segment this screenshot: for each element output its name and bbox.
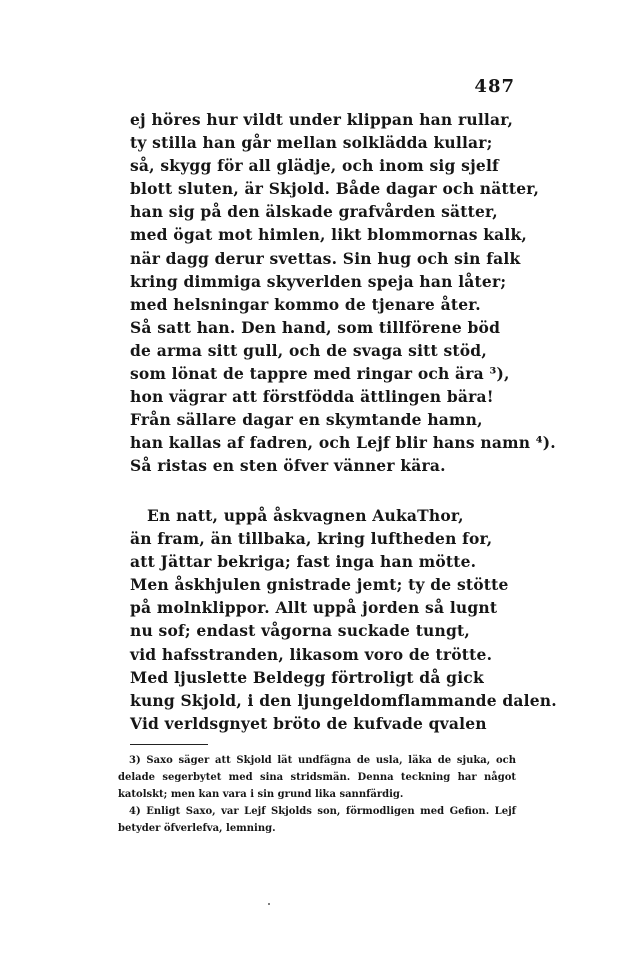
verse-line: kring dimmiga skyverlden speja han låter; [130, 271, 507, 291]
verse-line: Så ristas en sten öfver vänner kära. [130, 456, 446, 476]
verse-line: med helsningar kommo de tjenare åter. [130, 294, 481, 314]
verse-line: när dagg derur svettas. Sin hug och sin falk [130, 248, 521, 268]
verse-line: som lönat de tappre med ringar och ära ³), [130, 364, 510, 384]
footnote-rule [130, 744, 208, 745]
verse-line: han sig på den älskade grafvården sätter, [130, 202, 498, 222]
verse-line: En natt, uppå åskvagnen AukaThor, [147, 506, 464, 525]
verse-line: Med ljuslette Beldegg förtroligt då gick [130, 667, 484, 687]
verse-line: än fram, än tillbaka, kring luftheden for, [130, 529, 493, 549]
footnote: 4) Enligt Saxo, var Lejf Skjolds son, förmodligen med Gefion. Lejf betyder öfverlefva, lemning. [118, 806, 516, 834]
verse-line: så, skygg för all glädje, och inom sig sjelf [130, 156, 499, 176]
verse-line: på molnklippor. Allt uppå jorden så lugnt [130, 598, 498, 618]
verse-line: med ögat mot himlen, likt blommornas kalk, [130, 225, 528, 245]
verse-line: hon vägrar att förstfödda ättlingen bära! [130, 387, 494, 407]
verse-line: att Jättar bekriga; fast inga han mötte. [130, 552, 477, 572]
verse-line: Vid verldsgnyet bröto de kufvade qvalen [130, 713, 487, 733]
verse-line: blott sluten, är Skjold. Både dagar och nätter, [130, 179, 540, 199]
verse-line: han kallas af fadren, och Lejf blir hans namn ⁴). [130, 433, 556, 453]
verse-line: Så satt han. Den hand, som tillförene böd [130, 317, 501, 337]
verse-line: de arma sitt gull, och de svaga sitt stöd, [130, 340, 487, 360]
stanza [130, 108, 556, 478]
verse-line: kung Skjold, i den ljungeldomflammande dalen. [130, 690, 557, 710]
verse-line: nu sof; endast vågorna suckade tungt, [130, 621, 470, 641]
stanza [130, 504, 557, 735]
verse-line: ty stilla han går mellan solklädda kullar; [130, 133, 493, 153]
ink-speck [268, 903, 270, 905]
footnote: 3) Saxo säger att Skjold lät undfägna de usla, läka de sjuka, och delade segerbytet med sina stridsmän. Denna teckning har något katolskt; men kan vara i sin grund lika sannfärdig. [118, 755, 516, 800]
verse-line: vid hafsstranden, likasom voro de trötte. [130, 644, 493, 664]
verse-line: Från sällare dagar en skymtande hamn, [130, 410, 483, 430]
page-number: 487 [474, 76, 515, 97]
footnotes [118, 752, 516, 837]
verse-line: Men åskhjulen gnistrade jemt; ty de stötte [130, 575, 509, 595]
verse-line: ej höres hur vildt under klippan han rullar, [130, 110, 514, 129]
